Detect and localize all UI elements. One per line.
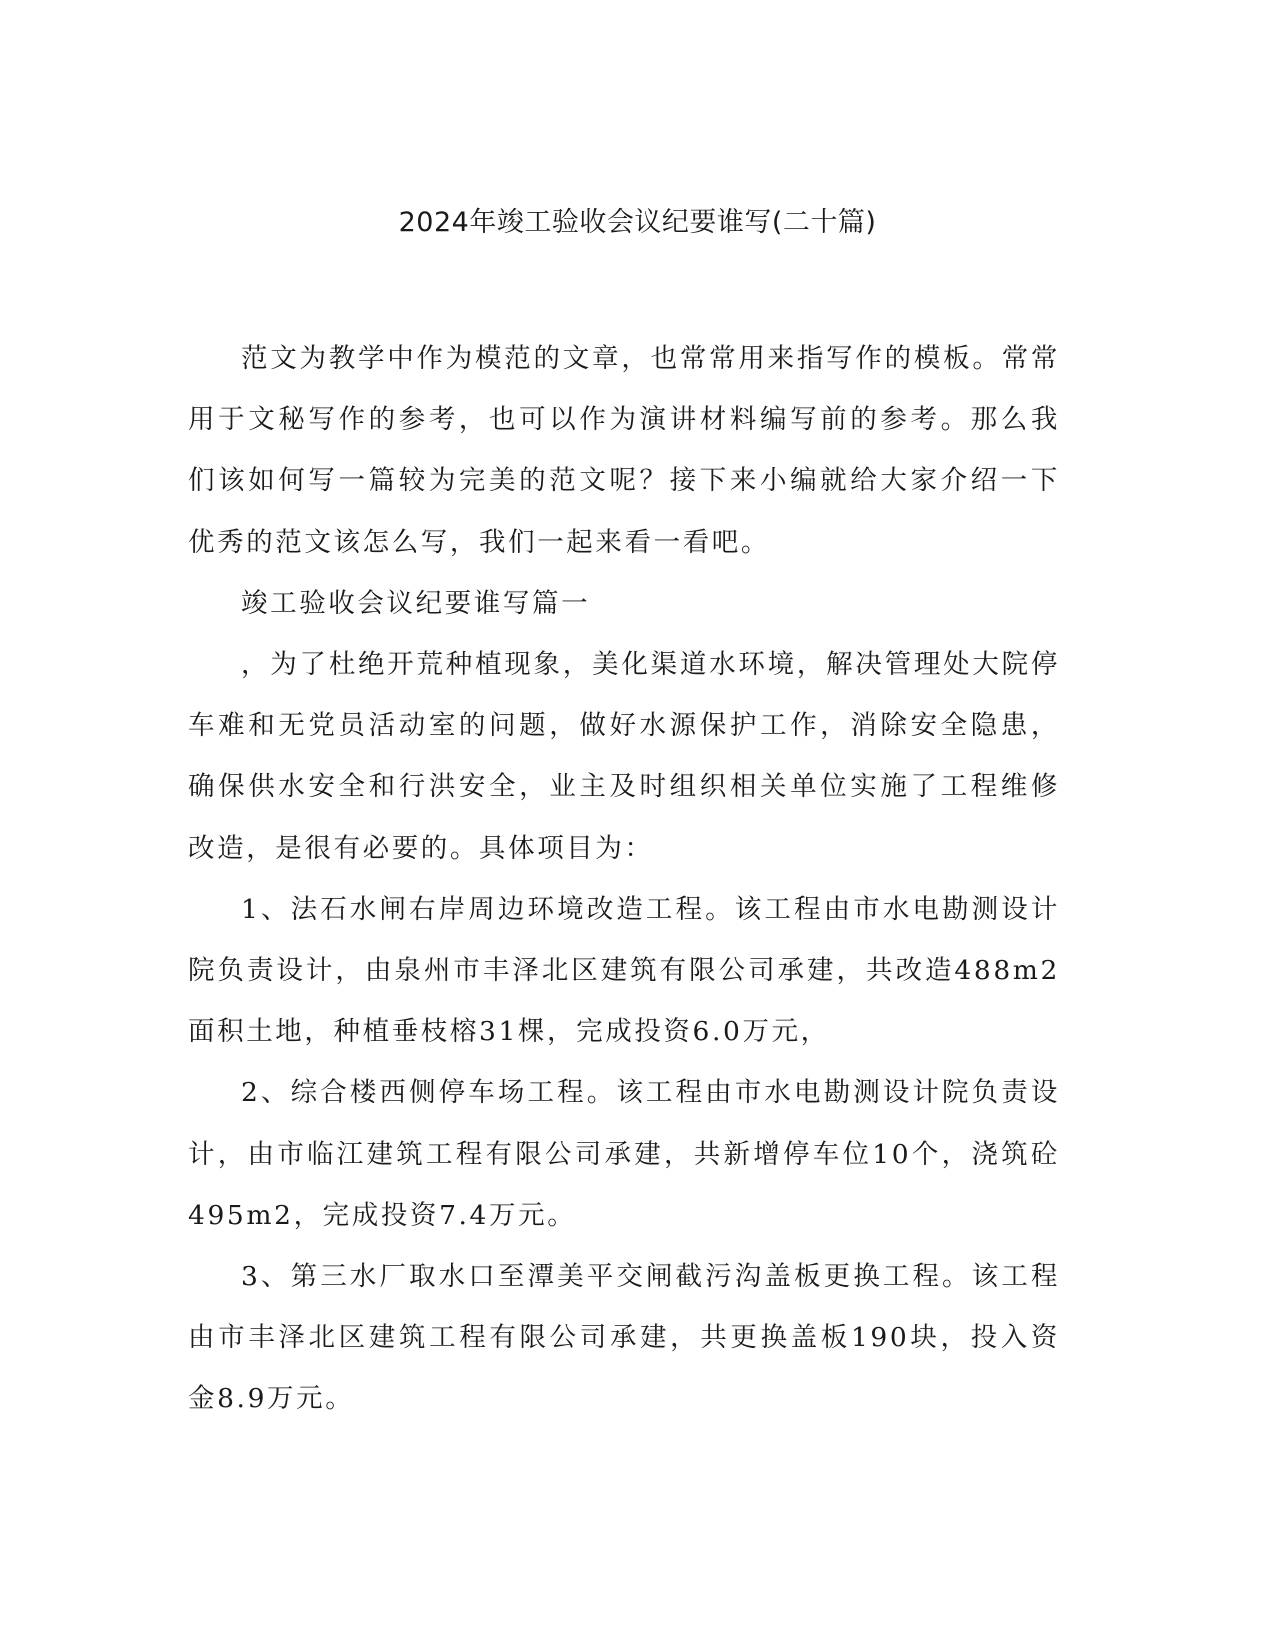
intro-paragraph: 范文为教学中作为模范的文章，也常常用来指写作的模板。常常用于文秘写作的参考，也可以作为演讲材料编写前的参考。那么我们该如何写一篇较为完美的范文呢？接下来小编就给大家介绍一下优秀的范文该怎么写，我们一起来看一看吧。 bbox=[188, 343, 1060, 558]
document-title: 2024年竣工验收会议纪要谁写(二十篇) bbox=[398, 207, 877, 238]
list-item-3: 3、第三水厂取水口至潭美平交闸截污沟盖板更换工程。该工程由市丰泽北区建筑工程有限公司承建，共更换盖板190块，投入资金8.9万元。 bbox=[188, 1261, 1060, 1415]
body-paragraph: ，为了杜绝开荒种植现象，美化渠道水环境，解决管理处大院停车难和无党员活动室的问题，做好水源保护工作，消除安全隐患，确保供水安全和行洪安全，业主及时组织相关单位实施了工程维修改造，是很有必要的。具体项目为： bbox=[188, 649, 1060, 864]
list-item-2: 2、综合楼西侧停车场工程。该工程由市水电勘测设计院负责设计，由市临江建筑工程有限公司承建，共新增停车位10个，浇筑砼495m2，完成投资7.4万元。 bbox=[188, 1077, 1060, 1231]
list-item-1: 1、法石水闸右岸周边环境改造工程。该工程由市水电勘测设计院负责设计，由泉州市丰泽北区建筑有限公司承建，共改造488m2面积土地，种植垂枝榕31棵，完成投资6.0万元， bbox=[188, 893, 1060, 1048]
section-heading: 竣工验收会议纪要谁写篇一 bbox=[241, 587, 591, 619]
document-body bbox=[188, 328, 1060, 1430]
